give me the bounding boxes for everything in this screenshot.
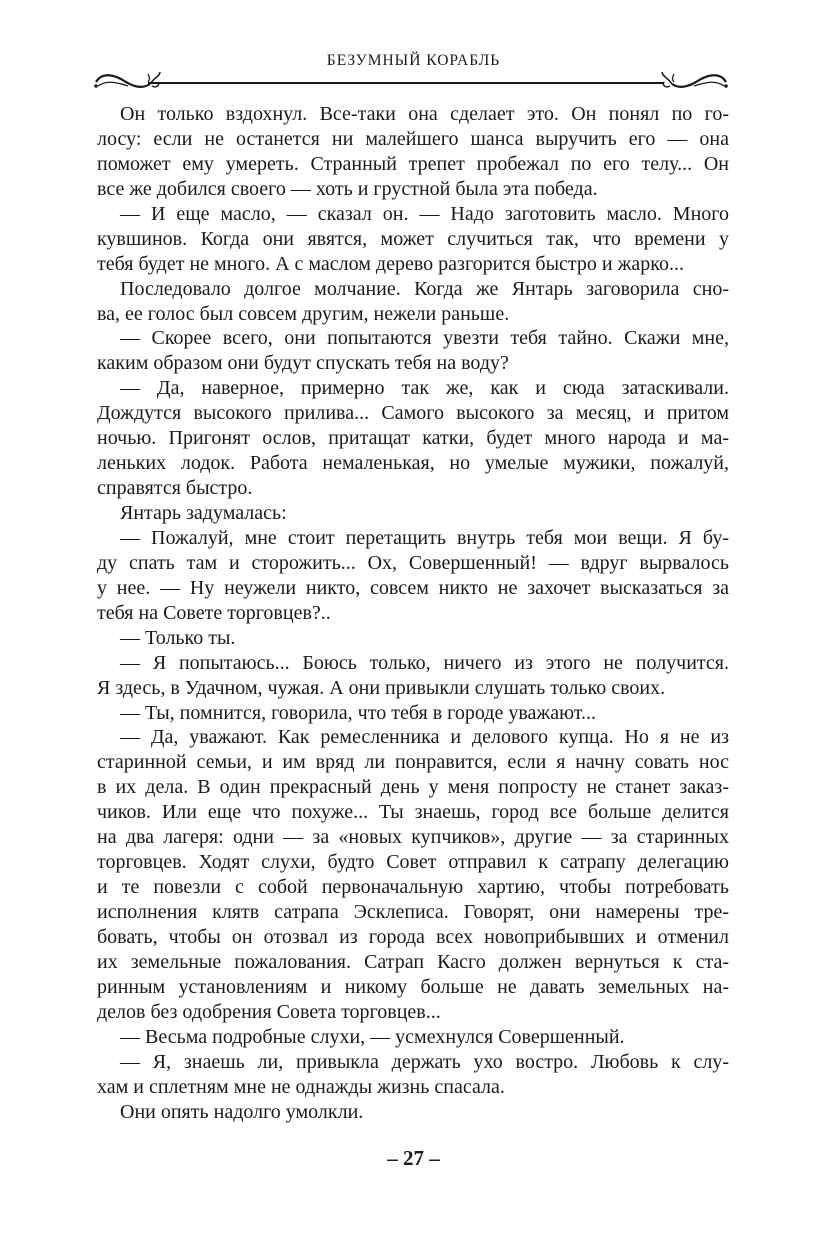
text-line: Они опять надолго умолкли. [120,1100,364,1123]
page-number: – 27 – [387,1146,440,1170]
text-line: леньких лодок. Работа немаленькая, но умелые мужики, пожалуй, [97,452,729,475]
text-line: чиков. Или еще что похуже... Ты знаешь, город все больше делится [97,801,729,824]
text-line: справятся быстро. [97,477,253,500]
text-line: Дождутся высокого прилива... Самого высокого за месяц, и притом [97,402,729,425]
text-line: бовать, чтобы он отозвал из города всех новоприбывших и отменил [97,925,729,948]
paragraph [97,1100,729,1125]
text-line: в их дела. В один прекрасный день у меня попросту не станет заказ- [97,776,729,799]
header-rule [148,82,663,84]
text-line: торговцев. Ходят слухи, будто Совет отправил к сатрапу делегацию [97,851,729,874]
text-line: старинной семьи, и им вряд ли понравится, если я начну совать нос [97,751,729,774]
paragraph [97,501,729,526]
text-line: каким образом они будут спускать тебя на воду? [97,352,509,375]
ornament-right-icon [658,68,730,94]
text-line: все же добился своего — хоть и грустной была эта победа. [97,177,598,200]
text-line: хам и сплетням мне не однажды жизнь спасала. [97,1075,505,1098]
paragraph [97,202,729,277]
body-text [97,102,729,1124]
paragraph [97,376,729,501]
text-line: Он только вздохнул. Все-таки она сделает это. Он понял по го- [120,103,729,125]
paragraph [97,277,729,327]
paragraph [97,326,729,376]
text-line: — Только ты. [120,626,236,649]
text-line: тебя на Совете торговцев?.. [97,601,331,624]
paragraph [97,1050,729,1100]
paragraph [97,526,729,626]
text-line: у нее. — Ну неужели никто, совсем никто не захочет высказаться за [97,576,729,599]
text-line: ночью. Пригонят ослов, притащат катки, будет много народа и ма- [97,427,729,450]
text-line: Янтарь задумалась: [120,502,287,524]
text-line: — И еще масло, — сказал он. — Надо заготовить масло. Много [120,202,729,225]
text-line: тебя будет не много. А с маслом дерево разгорится быстро и жарко... [97,252,684,275]
text-line: их земельные пожалования. Сатрап Касго должен вернуться к ста- [97,950,729,973]
paragraph [97,701,729,726]
text-line: и те повезли с собой первоначальную хартию, чтобы потребовать [97,876,729,899]
text-line: исполнения клятв сатрапа Эсклеписа. Говорят, они намерены тре- [97,901,729,923]
text-line: — Пожалуй, мне стоит перетащить внутрь тебя мои вещи. Я бу- [120,526,729,549]
text-line: — Я, знаешь ли, привыкла держать ухо востро. Любовь к слу- [120,1050,729,1073]
text-line: ринным установлениям и никому больше не давать земельных на- [97,975,729,998]
text-line: на два лагеря: одни — за «новых купчиков», другие — за старинных [97,826,729,849]
text-line: кувшинов. Когда они явятся, может случиться так, что времени у [97,227,729,250]
text-line: Я здесь, в Удачном, чужая. А они привыкли слушать только своих. [97,676,666,699]
running-title: БЕЗУМНЫЙ КОРАБЛЬ [326,52,501,69]
paragraph [97,626,729,651]
text-line: — Весьма подробные слухи, — усмехнулся Совершенный. [120,1025,625,1048]
paragraph [97,1025,729,1050]
text-line: ва, ее голос был совсем другим, нежели раньше. [97,302,510,325]
text-line: — Да, уважают. Как ремесленника и делового купца. Но я не из [120,726,729,749]
paragraph [97,651,729,701]
text-line: делов без одобрения Совета торговцев... [97,1000,441,1023]
text-line: ду спать там и сторожить... Ох, Совершенный! — вдруг вырвалось [97,551,729,574]
text-line: Последовало долгое молчание. Когда же Янтарь заговорила сно- [120,277,729,300]
text-line: поможет ему умереть. Странный трепет пробежал по его телу... Он [97,152,729,175]
text-line: — Ты, помнится, говорила, что тебя в городе уважают... [120,701,596,724]
paragraph [97,725,729,1024]
ornament-left-icon [92,68,164,94]
text-line: — Скорее всего, они попытаются увезти тебя тайно. Скажи мне, [120,327,729,350]
paragraph [97,102,729,202]
text-line: лосу: если не останется ни малейшего шанса выручить его — она [97,127,729,150]
text-line: — Я попытаюсь... Боюсь только, ничего из этого не получится. [120,651,729,674]
text-line: — Да, наверное, примерно так же, как и сюда затаскивали. [120,377,729,400]
